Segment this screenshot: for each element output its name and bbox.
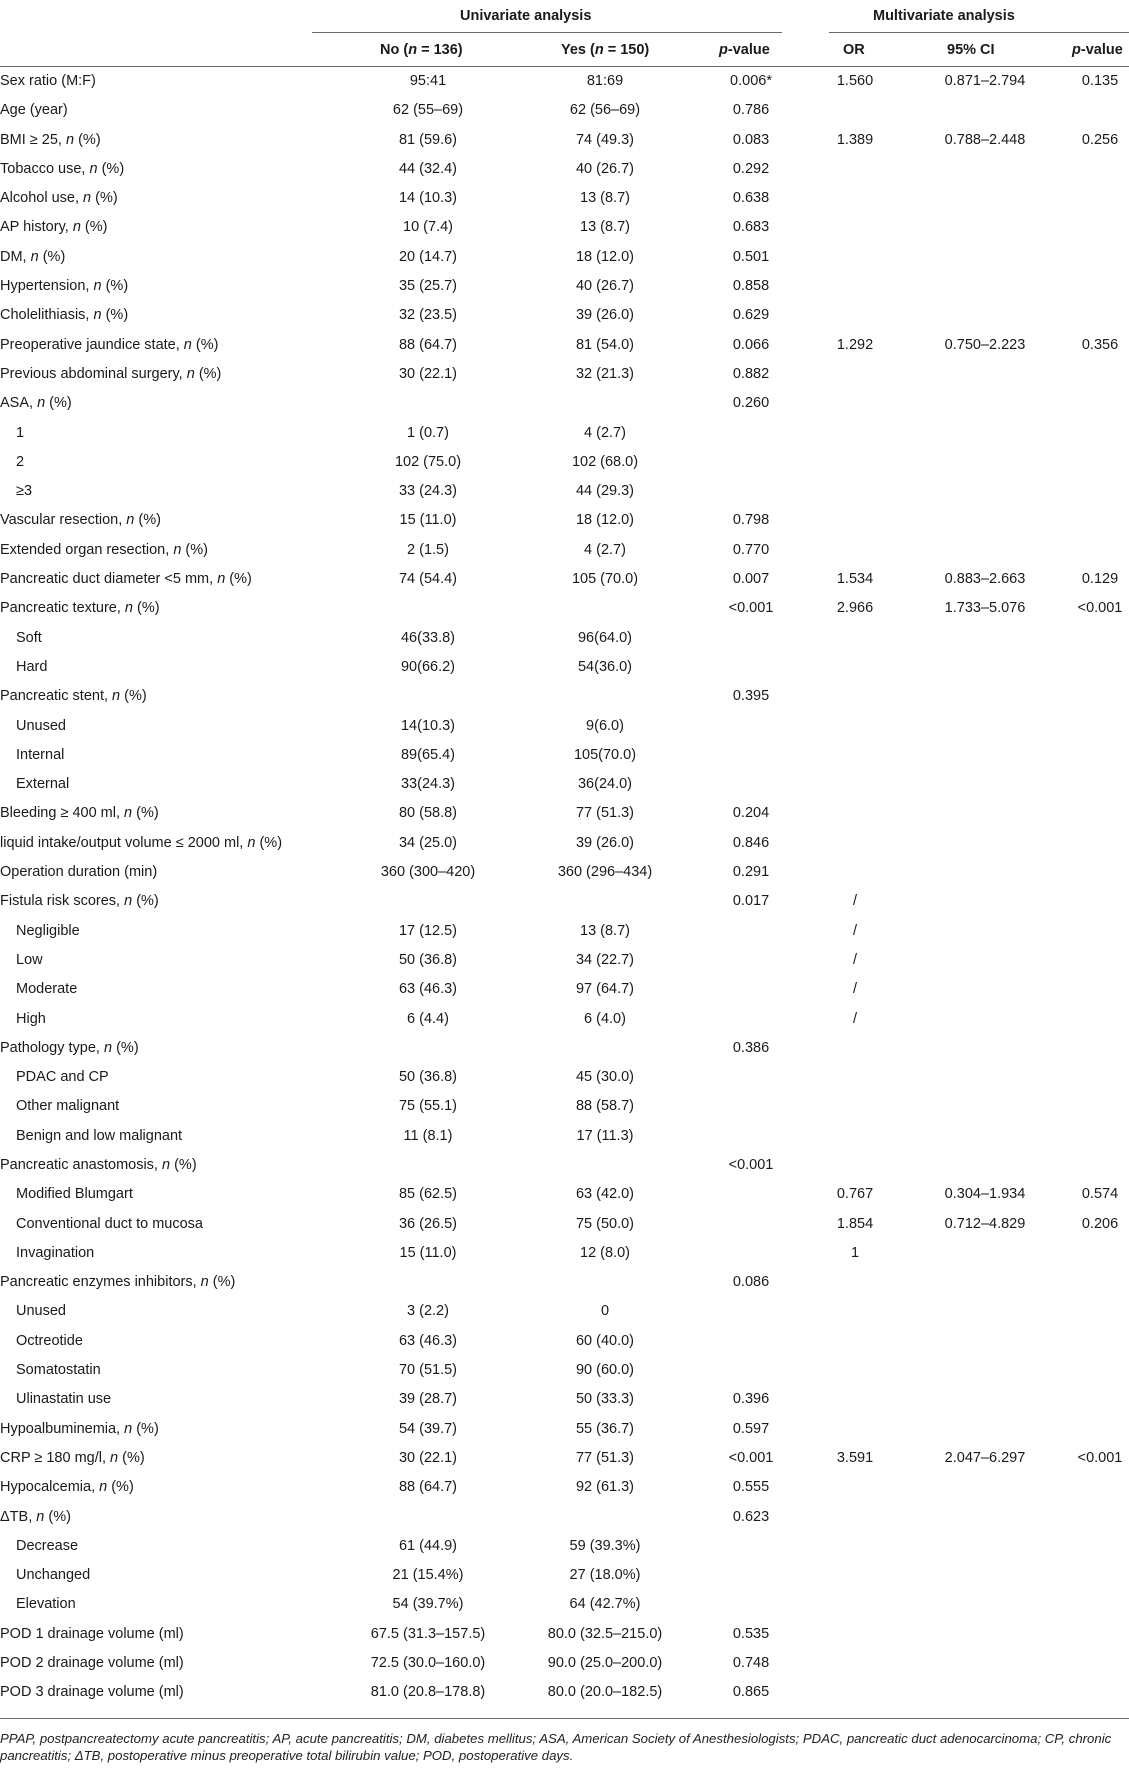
cell-no: 50 (36.8) — [398, 1069, 458, 1086]
row-label: Cholelithiasis, n (%) — [0, 307, 129, 324]
row-label: Fistula risk scores, n (%) — [0, 893, 159, 910]
cell-or: 1.292 — [836, 336, 874, 353]
row-label: Tobacco use, n (%) — [0, 160, 125, 177]
table-row — [0, 917, 1129, 946]
cell-yes: 81 (54.0) — [575, 336, 635, 353]
row-label: Pathology type, n (%) — [0, 1039, 139, 1056]
cell-p-value: 0.007 — [732, 571, 770, 588]
cell-yes: 64 (42.7%) — [569, 1596, 641, 1613]
table-row — [0, 1415, 1129, 1444]
row-label: Bleeding ≥ 400 ml, n (%) — [0, 805, 159, 822]
cell-p-value: 0.798 — [732, 512, 770, 529]
cell-p-value: 0.638 — [732, 190, 770, 207]
cell-yes: 92 (61.3) — [575, 1479, 635, 1496]
table-row — [0, 1034, 1129, 1063]
col-header-no: No (n = 136) — [380, 42, 463, 58]
table-row — [0, 858, 1129, 887]
row-label: Alcohol use, n (%) — [0, 190, 118, 207]
cell-no: 90(66.2) — [400, 658, 456, 675]
cell-no: 54 (39.7%) — [392, 1596, 464, 1613]
table-row — [0, 419, 1129, 448]
cell-yes: 18 (12.0) — [575, 512, 635, 529]
table-row — [0, 331, 1129, 360]
row-label: AP history, n (%) — [0, 219, 108, 236]
table-row — [0, 712, 1129, 741]
cell-no: 44 (32.4) — [398, 160, 458, 177]
row-label: POD 3 drainage volume (ml) — [0, 1684, 184, 1701]
cell-p-value: 0.770 — [732, 541, 770, 558]
table-row — [0, 1620, 1129, 1649]
row-label: Ulinastatin use — [16, 1391, 112, 1408]
table-group-header — [0, 0, 1129, 33]
cell-p-value-multi: 0.256 — [1081, 131, 1119, 148]
row-label: Hypertension, n (%) — [0, 278, 129, 295]
cell-yes: 13 (8.7) — [580, 219, 630, 236]
cell-no: 33(24.3) — [400, 776, 456, 793]
row-label: ASA, n (%) — [0, 395, 72, 412]
table-row — [0, 155, 1129, 184]
cell-yes: 36(24.0) — [577, 776, 633, 793]
row-label: External — [16, 776, 70, 793]
cell-p-value: 0.204 — [732, 805, 770, 822]
table-row — [0, 682, 1129, 711]
table-row — [0, 594, 1129, 623]
cell-no: 95:41 — [409, 73, 447, 89]
cell-yes: 4 (2.7) — [584, 424, 626, 441]
cell-no: 63 (46.3) — [398, 1332, 458, 1349]
univariate-header: Univariate analysis — [460, 8, 592, 24]
row-label: Hypoalbuminemia, n (%) — [0, 1420, 159, 1437]
cell-yes: 39 (26.0) — [575, 834, 635, 851]
row-label: Hypocalcemia, n (%) — [0, 1479, 134, 1496]
table-row — [0, 301, 1129, 330]
table-row — [0, 1122, 1129, 1151]
cell-no: 360 (300–420) — [380, 864, 476, 881]
cell-or: 1.534 — [836, 571, 874, 588]
cell-p-value: 0.882 — [732, 365, 770, 382]
cell-yes: 44 (29.3) — [575, 483, 635, 500]
cell-or: / — [852, 1010, 858, 1027]
cell-no: 1 (0.7) — [407, 424, 449, 441]
cell-p-value: 0.629 — [732, 307, 770, 324]
cell-yes: 74 (49.3) — [575, 131, 635, 148]
cell-p-value: 0.396 — [732, 1391, 770, 1408]
cell-ci: 0.750–2.223 — [944, 336, 1026, 353]
cell-yes: 105 (70.0) — [571, 571, 639, 588]
cell-yes: 97 (64.7) — [575, 981, 635, 998]
row-label: Moderate — [16, 981, 78, 998]
cell-yes: 9(6.0) — [586, 717, 624, 734]
row-label: Pancreatic duct diameter <5 mm, n (%) — [0, 571, 252, 588]
table-row — [0, 213, 1129, 242]
cell-yes: 34 (22.7) — [575, 951, 635, 968]
cell-no: 72.5 (30.0–160.0) — [370, 1655, 486, 1672]
row-label: POD 1 drainage volume (ml) — [0, 1625, 184, 1642]
cell-p-value: 0.291 — [732, 864, 770, 881]
cell-p-value: 0.683 — [732, 219, 770, 236]
row-label: Preoperative jaundice state, n (%) — [0, 336, 219, 353]
col-header-ci: 95% CI — [947, 42, 995, 58]
cell-no: 61 (44.9) — [398, 1537, 458, 1554]
cell-ci: 2.047–6.297 — [944, 1449, 1026, 1466]
cell-or: 0.767 — [836, 1186, 874, 1203]
cell-p-value: <0.001 — [728, 600, 774, 617]
row-label: Somatostatin — [16, 1362, 101, 1379]
cell-no: 74 (54.4) — [398, 571, 458, 588]
cell-no: 30 (22.1) — [398, 365, 458, 382]
table-row — [0, 1151, 1129, 1180]
cell-no: 70 (51.5) — [398, 1362, 458, 1379]
table-row — [0, 1092, 1129, 1121]
cell-p-value: 0.086 — [732, 1274, 770, 1291]
cell-p-value-multi: 0.206 — [1081, 1215, 1119, 1232]
cell-ci: 0.883–2.663 — [944, 571, 1026, 588]
cell-no: 20 (14.7) — [398, 248, 458, 265]
table-row — [0, 946, 1129, 975]
cell-p-value: 0.597 — [732, 1420, 770, 1437]
cell-yes: 102 (68.0) — [571, 453, 639, 470]
cell-p-value: 0.006* — [730, 73, 772, 89]
cell-yes: 88 (58.7) — [575, 1098, 635, 1115]
cell-yes: 75 (50.0) — [575, 1215, 635, 1232]
cell-no: 54 (39.7) — [398, 1420, 458, 1437]
cell-p-value: 0.555 — [732, 1479, 770, 1496]
table-row — [0, 1561, 1129, 1590]
cell-or: 3.591 — [836, 1449, 874, 1466]
cell-yes: 12 (8.0) — [580, 1244, 630, 1261]
cell-yes: 60 (40.0) — [575, 1332, 635, 1349]
row-label: BMI ≥ 25, n (%) — [0, 131, 101, 148]
table-row — [0, 799, 1129, 828]
cell-yes: 80.0 (32.5–215.0) — [547, 1625, 663, 1642]
table-row — [0, 96, 1129, 125]
table-row — [0, 565, 1129, 594]
cell-no: 102 (75.0) — [394, 453, 462, 470]
table-body — [0, 67, 1129, 1708]
multivariate-header: Multivariate analysis — [873, 8, 1015, 24]
cell-no: 2 (1.5) — [407, 541, 449, 558]
row-label: Unused — [16, 1303, 66, 1320]
table-column-header — [0, 33, 1129, 67]
table-row — [0, 67, 1129, 96]
cell-yes: 62 (56–69) — [569, 102, 641, 119]
table-row — [0, 1005, 1129, 1034]
row-label: DM, n (%) — [0, 248, 66, 265]
cell-yes: 54(36.0) — [577, 658, 633, 675]
row-label: Elevation — [16, 1596, 76, 1613]
cell-p-value: <0.001 — [728, 1449, 774, 1466]
cell-yes: 13 (8.7) — [580, 190, 630, 207]
row-label: CRP ≥ 180 mg/l, n (%) — [0, 1449, 145, 1466]
cell-ci: 0.712–4.829 — [944, 1215, 1026, 1232]
cell-no: 80 (58.8) — [398, 805, 458, 822]
row-label: Low — [16, 951, 43, 968]
cell-no: 11 (8.1) — [403, 1127, 453, 1144]
cell-no: 3 (2.2) — [407, 1303, 449, 1320]
table-row — [0, 1268, 1129, 1297]
cell-yes: 63 (42.0) — [575, 1186, 635, 1203]
cell-no: 21 (15.4%) — [392, 1567, 464, 1584]
cell-no: 63 (46.3) — [398, 981, 458, 998]
row-label: Other malignant — [16, 1098, 120, 1115]
table-row — [0, 184, 1129, 213]
table-row — [0, 477, 1129, 506]
cell-yes: 360 (296–434) — [557, 864, 653, 881]
cell-or: 1.854 — [836, 1215, 874, 1232]
cell-p-value: 0.786 — [732, 102, 770, 119]
cell-ci: 0.788–2.448 — [944, 131, 1026, 148]
row-label: Unused — [16, 717, 66, 734]
cell-p-value-multi: 0.574 — [1081, 1186, 1119, 1203]
row-label: POD 2 drainage volume (ml) — [0, 1655, 184, 1672]
cell-p-value: <0.001 — [728, 1156, 774, 1173]
table-row — [0, 1063, 1129, 1092]
cell-no: 81 (59.6) — [398, 131, 458, 148]
cell-no: 15 (11.0) — [399, 512, 457, 529]
cell-no: 17 (12.5) — [398, 922, 458, 939]
cell-no: 32 (23.5) — [398, 307, 458, 324]
row-label: Modified Blumgart — [16, 1186, 133, 1203]
cell-yes: 40 (26.7) — [575, 160, 635, 177]
cell-p-value: 0.066 — [732, 336, 770, 353]
cell-no: 88 (64.7) — [398, 336, 458, 353]
cell-p-value: 0.865 — [732, 1684, 770, 1701]
table-row — [0, 1210, 1129, 1239]
table-row — [0, 360, 1129, 389]
table-footnote: PPAP, postpancreatectomy acute pancreatitis; AP, acute pancreatitis; DM, diabetes mellitus; ASA, American Society of Anesthesiologists; PDAC, pancreatic duct adenocarcinoma; CP, chronic pancreatitis; ΔTB, postoperative minus preoperative total bilirubin value; POD, postoperative days. — [0, 1731, 1112, 1763]
cell-p-value: 0.260 — [732, 395, 770, 412]
table-row — [0, 1327, 1129, 1356]
table-row — [0, 1297, 1129, 1326]
cell-no: 50 (36.8) — [398, 951, 458, 968]
col-header-p-value-multi: p-value — [1072, 42, 1123, 58]
cell-no: 34 (25.0) — [398, 834, 458, 851]
cell-p-value: 0.623 — [732, 1508, 770, 1525]
cell-no: 14(10.3) — [400, 717, 456, 734]
cell-yes: 0 — [600, 1303, 610, 1320]
table-row — [0, 624, 1129, 653]
table-row — [0, 1180, 1129, 1209]
cell-p-value: 0.535 — [732, 1625, 770, 1642]
row-label: ≥3 — [16, 483, 33, 500]
cell-yes: 77 (51.3) — [575, 1449, 635, 1466]
cell-ci: 1.733–5.076 — [944, 600, 1026, 617]
cell-or: / — [852, 922, 858, 939]
cell-no: 62 (55–69) — [392, 102, 464, 119]
cell-or: 1 — [850, 1244, 860, 1261]
row-label: 1 — [16, 424, 25, 441]
cell-p-value: 0.748 — [732, 1655, 770, 1672]
row-label: 2 — [16, 453, 25, 470]
cell-p-value-multi: 0.356 — [1081, 336, 1119, 353]
row-label: Negligible — [16, 922, 80, 939]
table-row — [0, 1356, 1129, 1385]
row-label: Pancreatic texture, n (%) — [0, 600, 160, 617]
cell-no: 6 (4.4) — [407, 1010, 449, 1027]
cell-yes: 90 (60.0) — [575, 1362, 635, 1379]
cell-yes: 39 (26.0) — [575, 307, 635, 324]
table-row — [0, 770, 1129, 799]
cell-p-value: 0.292 — [732, 160, 770, 177]
row-label: Sex ratio (M:F) — [0, 73, 96, 89]
row-label: Conventional duct to mucosa — [16, 1215, 203, 1232]
table-row — [0, 1239, 1129, 1268]
cell-or: 2.966 — [836, 600, 874, 617]
cell-yes: 6 (4.0) — [584, 1010, 626, 1027]
cell-yes: 17 (11.3) — [576, 1127, 634, 1144]
table-row — [0, 506, 1129, 535]
cell-no: 10 (7.4) — [403, 219, 453, 236]
cell-p-value: 0.846 — [732, 834, 770, 851]
table-row — [0, 389, 1129, 418]
cell-yes: 55 (36.7) — [575, 1420, 635, 1437]
table-row — [0, 1385, 1129, 1414]
row-label: High — [16, 1010, 46, 1027]
cell-or: / — [852, 893, 858, 910]
row-label: Hard — [16, 658, 48, 675]
cell-yes: 90.0 (25.0–200.0) — [547, 1655, 663, 1672]
cell-no: 75 (55.1) — [398, 1098, 458, 1115]
row-label: Extended organ resection, n (%) — [0, 541, 208, 558]
row-label: liquid intake/output volume ≤ 2000 ml, n (%) — [0, 834, 283, 851]
row-label: Age (year) — [0, 102, 68, 119]
table-row — [0, 126, 1129, 155]
cell-ci: 0.871–2.794 — [944, 73, 1026, 89]
table-row — [0, 1473, 1129, 1502]
row-label: Octreotide — [16, 1332, 83, 1349]
row-label: Benign and low malignant — [16, 1127, 183, 1144]
table-row — [0, 1503, 1129, 1532]
table-row — [0, 1532, 1129, 1561]
row-label: Previous abdominal surgery, n (%) — [0, 365, 222, 382]
cell-yes: 81:69 — [586, 73, 624, 89]
cell-p-value: 0.858 — [732, 278, 770, 295]
table-row — [0, 243, 1129, 272]
cell-or: 1.560 — [836, 73, 874, 89]
table-row — [0, 272, 1129, 301]
cell-no: 39 (28.7) — [398, 1391, 458, 1408]
cell-no: 30 (22.1) — [398, 1449, 458, 1466]
cell-p-value: 0.501 — [732, 248, 770, 265]
cell-p-value-multi: 0.135 — [1081, 73, 1119, 89]
cell-yes: 80.0 (20.0–182.5) — [547, 1684, 663, 1701]
table-row — [0, 448, 1129, 477]
row-label: Decrease — [16, 1537, 79, 1554]
cell-no: 46(33.8) — [400, 629, 456, 646]
row-label: Vascular resection, n (%) — [0, 512, 161, 529]
table-row — [0, 1678, 1129, 1707]
col-header-p-value: p-value — [719, 42, 770, 58]
cell-yes: 32 (21.3) — [575, 365, 635, 382]
cell-yes: 77 (51.3) — [575, 805, 635, 822]
table-row — [0, 536, 1129, 565]
table-row — [0, 741, 1129, 770]
cell-no: 67.5 (31.3–157.5) — [370, 1625, 486, 1642]
cell-yes: 96(64.0) — [577, 629, 633, 646]
table-row — [0, 1444, 1129, 1473]
cell-no: 35 (25.7) — [398, 278, 458, 295]
cell-p-value: 0.017 — [732, 893, 770, 910]
cell-yes: 59 (39.3%) — [569, 1537, 641, 1554]
table-row — [0, 1590, 1129, 1619]
cell-yes: 40 (26.7) — [575, 278, 635, 295]
row-label: ΔTB, n (%) — [0, 1508, 71, 1525]
cell-yes: 50 (33.3) — [575, 1391, 635, 1408]
cell-p-value-multi: <0.001 — [1077, 1449, 1123, 1466]
cell-ci: 0.304–1.934 — [944, 1186, 1026, 1203]
row-label: Soft — [16, 629, 42, 646]
row-label: Pancreatic enzymes inhibitors, n (%) — [0, 1274, 236, 1291]
table-row — [0, 1649, 1129, 1678]
cell-no: 15 (11.0) — [399, 1244, 457, 1261]
cell-no: 89(65.4) — [400, 746, 456, 763]
cell-or: / — [852, 981, 858, 998]
cell-no: 85 (62.5) — [398, 1186, 458, 1203]
table-row — [0, 653, 1129, 682]
row-label: Unchanged — [16, 1567, 91, 1584]
cell-p-value-multi: 0.129 — [1081, 571, 1119, 588]
cell-yes: 27 (18.0%) — [569, 1567, 641, 1584]
cell-yes: 4 (2.7) — [584, 541, 626, 558]
cell-p-value: 0.386 — [732, 1039, 770, 1056]
cell-no: 88 (64.7) — [398, 1479, 458, 1496]
cell-yes: 13 (8.7) — [580, 922, 630, 939]
cell-yes: 45 (30.0) — [575, 1069, 635, 1086]
row-label: Invagination — [16, 1244, 95, 1261]
cell-or: / — [852, 951, 858, 968]
row-label: PDAC and CP — [16, 1069, 109, 1086]
col-header-yes: Yes (n = 150) — [561, 42, 650, 58]
cell-or: 1.389 — [836, 131, 874, 148]
table-row — [0, 975, 1129, 1004]
row-label: Pancreatic anastomosis, n (%) — [0, 1156, 197, 1173]
cell-no: 33 (24.3) — [398, 483, 458, 500]
table-row — [0, 829, 1129, 858]
cell-yes: 105(70.0) — [573, 746, 637, 763]
cell-no: 14 (10.3) — [398, 190, 458, 207]
cell-p-value-multi: <0.001 — [1077, 600, 1123, 617]
cell-no: 36 (26.5) — [398, 1215, 458, 1232]
row-label: Operation duration (min) — [0, 864, 158, 881]
cell-p-value: 0.395 — [732, 688, 770, 705]
table-row — [0, 887, 1129, 916]
row-label: Internal — [16, 746, 65, 763]
col-header-or: OR — [843, 42, 865, 58]
cell-yes: 18 (12.0) — [575, 248, 635, 265]
row-label: Pancreatic stent, n (%) — [0, 688, 147, 705]
cell-no: 81.0 (20.8–178.8) — [370, 1684, 486, 1701]
cell-p-value: 0.083 — [732, 131, 770, 148]
